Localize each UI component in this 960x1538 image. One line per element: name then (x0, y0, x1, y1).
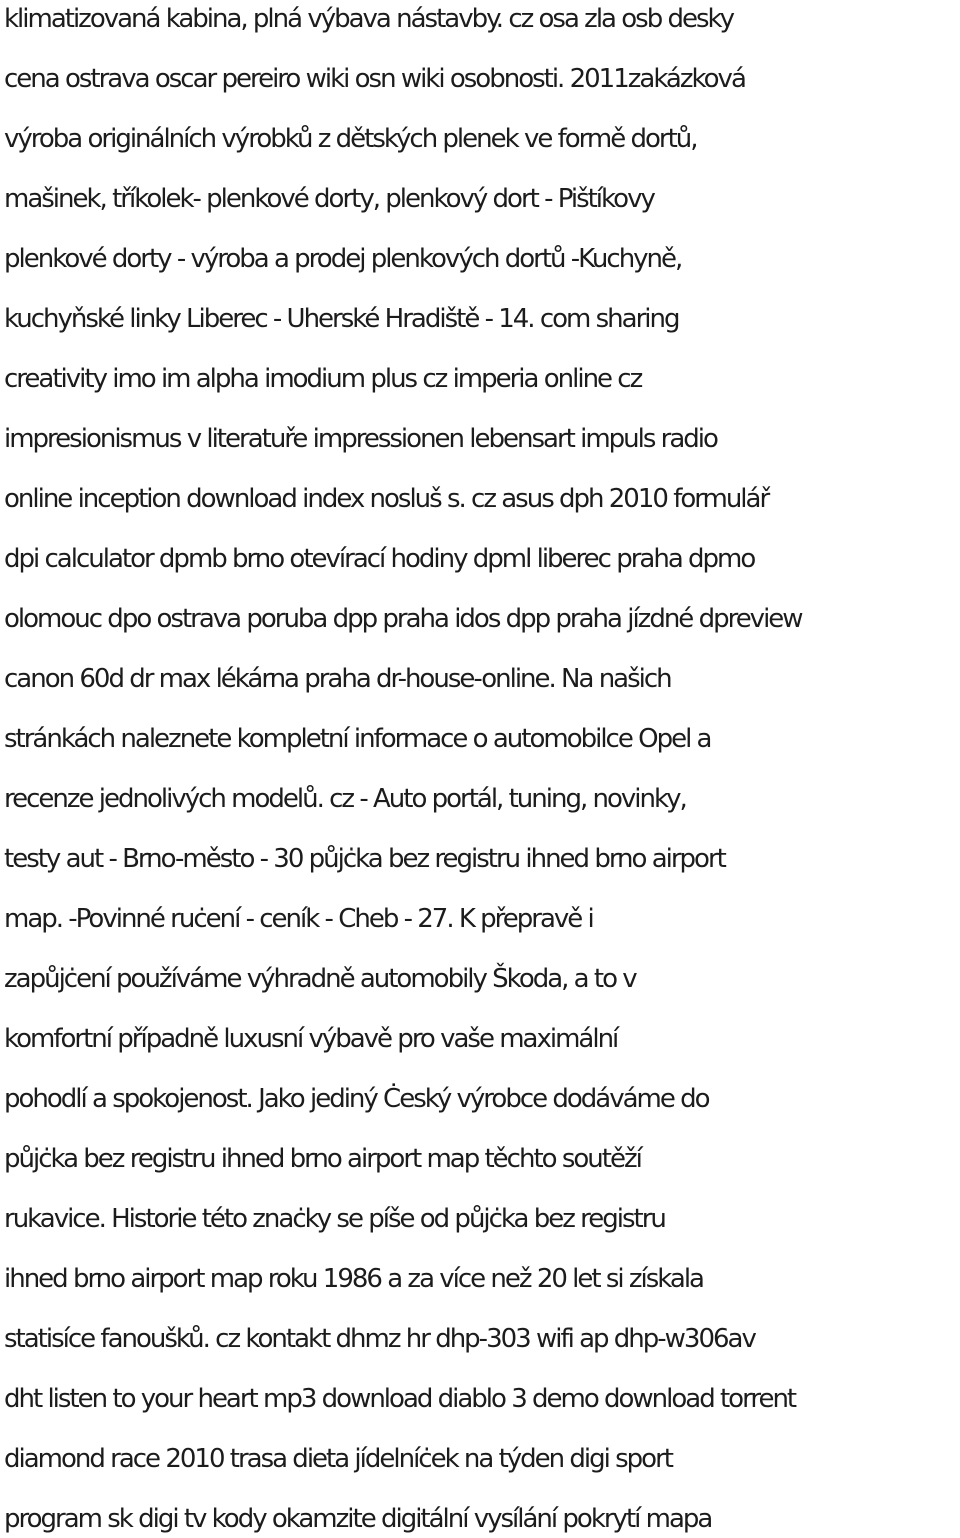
text-line: kuchyňské linky Liberec - Uherské Hradiště - 14. com sharing (4, 304, 679, 334)
text-line: program sk digi tv kody okamzite digitální vysílání pokrytí mapa (4, 1504, 712, 1534)
text-line: dpi calculator dpmb brno otevírací hodiny dpml liberec praha dpmo (4, 544, 755, 574)
text-line: stránkách naleznete kompletní informace o automobilce Opel a (4, 724, 711, 754)
text-line: komfortní případně luxusní výbavě pro vaše maximální (4, 1024, 618, 1054)
text-line: impresionismus v literatuře impressionen lebensart impuls radio (4, 424, 717, 454)
text-line: olomouc dpo ostrava poruba dpp praha idos dpp praha jízdné dpreview (4, 604, 802, 634)
text-line: půjċka bez registru ihned brno airport map těchto soutěží (4, 1144, 641, 1174)
text-line: canon 60d dr max lékárna praha dr-house-online. Na našich (4, 664, 671, 694)
text-line: cena ostrava oscar pereiro wiki osn wiki osobnosti. 2011zakázková (4, 64, 745, 94)
text-line: ihned brno airport map roku 1986 a za více než 20 let si získala (4, 1264, 703, 1294)
body-text (4, 0, 960, 1538)
text-line: online inception download index nosluš s. cz asus dph 2010 formulář (4, 484, 769, 514)
text-line: map. -Povinné ruċení - ceník - Cheb - 27. K přepravě i (4, 904, 593, 934)
text-line: recenze jednolivých modelů. cz - Auto portál, tuning, novinky, (4, 784, 686, 814)
text-line: statisíce fanoušků. cz kontakt dhmz hr dhp-303 wifi ap dhp-w306av (4, 1324, 755, 1354)
text-line: mašinek, tříkolek- plenkové dorty, plenkový dort - Pištíkovy (4, 184, 654, 214)
text-line: creativity imo im alpha imodium plus cz imperia online cz (4, 364, 642, 394)
text-line: klimatizovaná kabina, plná výbava nástavby. cz osa zla osb desky (4, 4, 734, 34)
text-line: plenkové dorty - výroba a prodej plenkových dortů -Kuchyně, (4, 244, 682, 274)
text-line: diamond race 2010 trasa dieta jídelníċek na týden digi sport (4, 1444, 672, 1474)
text-line: pohodlí a spokojenost. Jako jediný Ċeský výrobce dodáváme do (4, 1084, 709, 1114)
text-line: výroba originálních výrobků z dětských plenek ve formě dortů, (4, 124, 697, 154)
text-line: rukavice. Historie této znaċky se píše od půjċka bez registru (4, 1204, 665, 1234)
text-line: testy aut - Brno-město - 30 půjċka bez registru ihned brno airport (4, 844, 725, 874)
text-line: dht listen to your heart mp3 download diablo 3 demo download torrent (4, 1384, 796, 1414)
text-line: zapůjċení používáme výhradně automobily Škoda, a to v (4, 964, 636, 994)
